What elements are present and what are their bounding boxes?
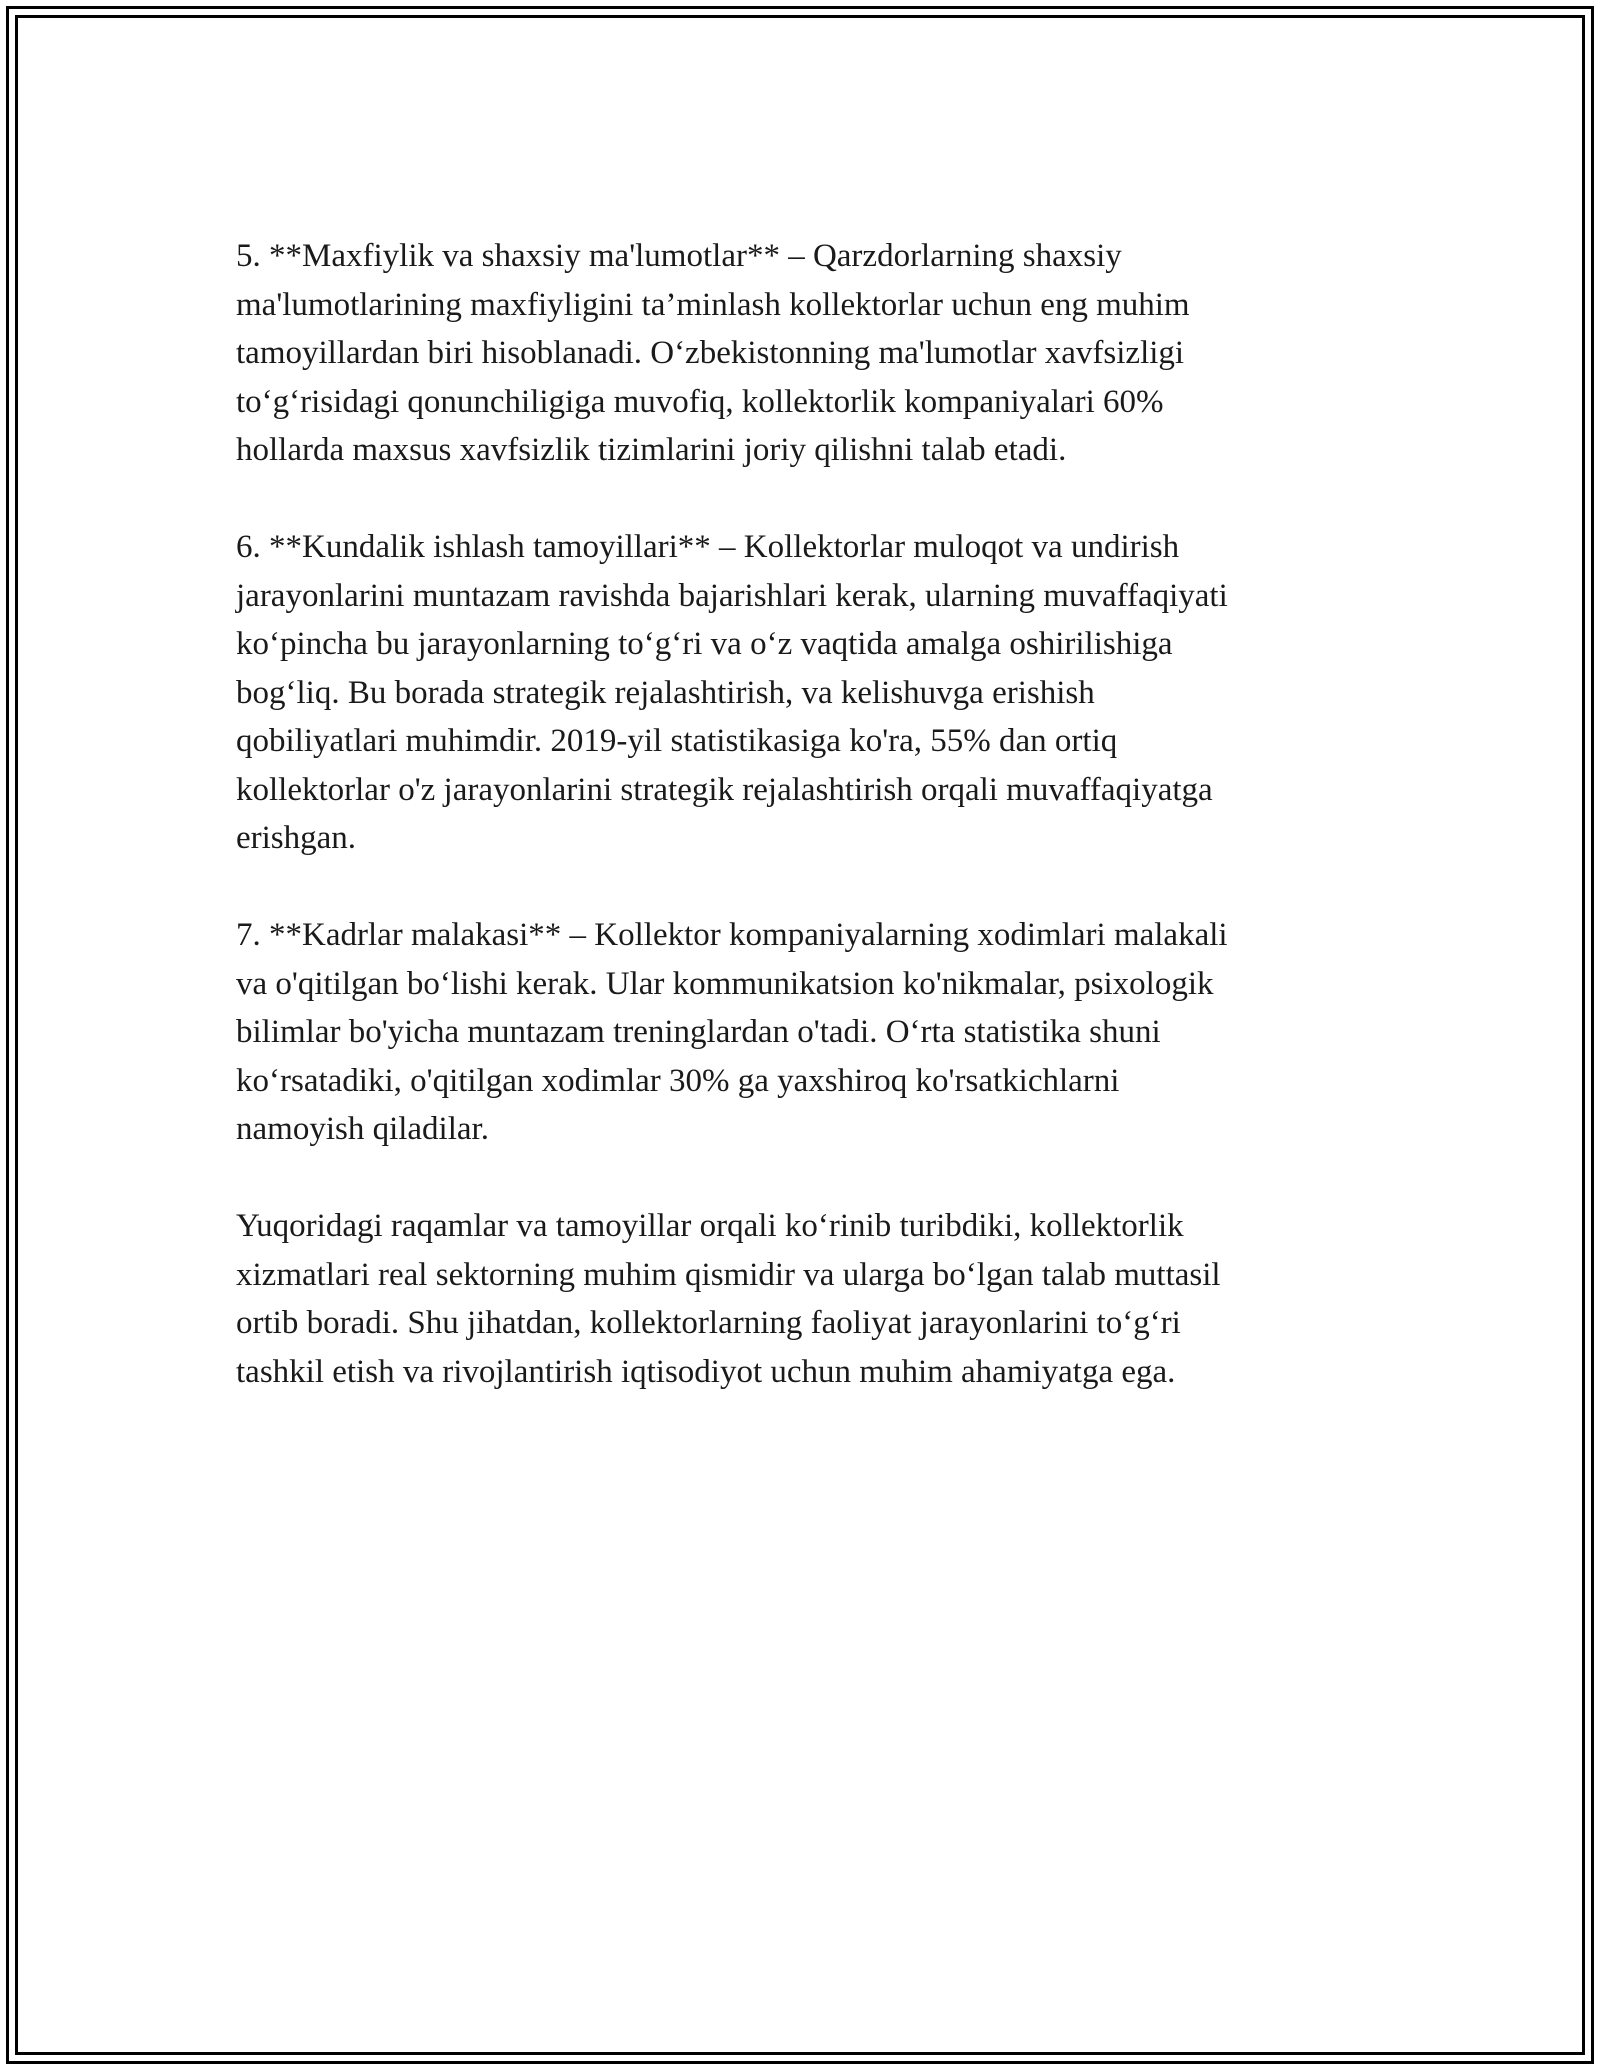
paragraph-daily-principles: 6. **Kundalik ishlash tamoyillari** – Kollektorlar muloqot va undirish jarayonlarini muntazam ravishda bajarishlari kerak, ularning muvaffaqiyati ko‘pincha bu jarayonlarning to‘g‘ri va o‘z vaqtida amalga oshirilishiga bog‘liq. Bu borada strategik rejalashtirish, va kelishuvga erishish qobiliyatlari muhimdir. 2019-yil statistikasiga ko'ra, 55% dan ortiq kollektorlar o'z jarayonlarini strategik rejalashtirish orqali muvaffaqiyatga erishgan.	[236, 529, 1228, 856]
paragraph-privacy: 5. **Maxfiylik va shaxsiy ma'lumotlar** – Qarzdorlarning shaxsiy ma'lumotlarining maxfiyligini ta’minlash kollektorlar uchun eng muhim tamoyillardan biri hisoblanadi. O‘zbekistonning ma'lumotlar xavfsizligi to‘g‘risidagi qonunchiligiga muvofiq, kollektorlik kompaniyalari 60% hollarda maxsus xavfsizlik tizimlarini joriy qilishni talab etadi.	[236, 238, 1190, 468]
document-body	[236, 232, 1366, 1445]
paragraph-conclusion: Yuqoridagi raqamlar va tamoyillar orqali ko‘rinib turibdiki, kollektorlik xizmatlari real sektorning muhim qismidir va ularga bo‘lgan talab muttasil ortib boradi. Shu jihatdan, kollektorlarning faoliyat jarayonlarini to‘g‘ri tashkil etish va rivojlantirish iqtisodiyot uchun muhim ahamiyatga ega.	[236, 1208, 1221, 1390]
paragraph-staff-qualification: 7. **Kadrlar malakasi** – Kollektor kompaniyalarning xodimlari malakali va o'qitilgan bo‘lishi kerak. Ular kommunikatsion ko'nikmalar, psixologik bilimlar bo'yicha muntazam treninglardan o'tadi. O‘rta statistika shuni ko‘rsatadiki, o'qitilgan xodimlar 30% ga yaxshiroq ko'rsatkichlarni namoyish qiladilar.	[236, 917, 1228, 1147]
